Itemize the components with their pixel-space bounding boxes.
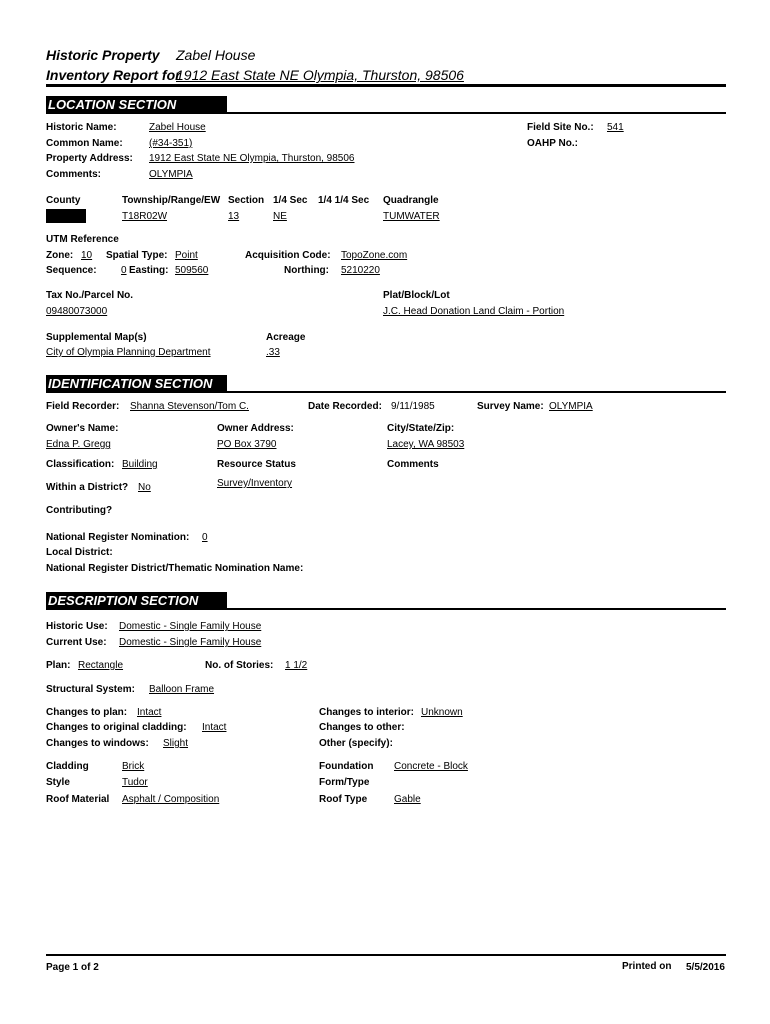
- county-redaction: [46, 209, 86, 223]
- style-value: Tudor: [122, 777, 148, 788]
- structural-system-value: Balloon Frame: [149, 684, 215, 695]
- description-section-title: DESCRIPTION SECTION: [46, 592, 227, 610]
- tax-parcel-label: Tax No./Parcel No.: [46, 290, 134, 301]
- field-site-value: 541: [607, 122, 624, 133]
- field-recorder-label: Field Recorder:: [46, 401, 120, 412]
- oahp-label: OAHP No.:: [527, 138, 578, 149]
- qqsec-label: 1/4 1/4 Sec: [318, 195, 370, 206]
- description-rule: [46, 608, 726, 610]
- acquisition-label: Acquisition Code:: [245, 250, 331, 261]
- comments-label: Comments:: [46, 169, 102, 180]
- changes-plan-value: Intact: [137, 707, 162, 718]
- historic-use-label: Historic Use:: [46, 621, 108, 632]
- county-label: County: [46, 195, 81, 206]
- other-specify-label: Other (specify):: [319, 738, 393, 749]
- quadrangle-value: TUMWATER: [383, 211, 440, 222]
- plat-value: J.C. Head Donation Land Claim - Portion: [383, 306, 565, 317]
- location-rule: [46, 112, 726, 114]
- plan-value: Rectangle: [78, 660, 124, 671]
- identification-section-title: IDENTIFICATION SECTION: [46, 375, 227, 393]
- plan-label: Plan:: [46, 660, 71, 671]
- tax-parcel-value: 09480073000: [46, 306, 108, 317]
- field-recorder-value: Shanna Stevenson/Tom C.: [130, 401, 249, 412]
- zone-value: 10: [81, 250, 93, 261]
- comments-value: OLYMPIA: [149, 169, 193, 180]
- easting-value: 509560: [175, 265, 209, 276]
- owner-name-label: Owner's Name:: [46, 423, 119, 434]
- stories-label: No. of Stories:: [205, 660, 274, 671]
- sequence-value: 0: [121, 265, 127, 276]
- plat-label: Plat/Block/Lot: [383, 290, 450, 301]
- cladding-value: Brick: [122, 761, 145, 772]
- nr-district-label: National Register District/Thematic Nomination Name:: [46, 563, 304, 574]
- report-value: 1912 East State NE Olympia, Thurston, 98506: [176, 67, 464, 83]
- northing-label: Northing:: [284, 265, 329, 276]
- comments-label-id: Comments: [387, 459, 439, 470]
- roof-type-value: Gable: [394, 794, 421, 805]
- foundation-value: Concrete - Block: [394, 761, 468, 772]
- city-state-zip-value: Lacey, WA 98503: [387, 439, 465, 450]
- header-rule: [46, 84, 726, 87]
- resource-status-label: Resource Status: [217, 459, 296, 470]
- supplemental-map-value: City of Olympia Planning Department: [46, 347, 211, 358]
- changes-plan-label: Changes to plan:: [46, 707, 128, 718]
- survey-name-value: OLYMPIA: [549, 401, 593, 412]
- within-district-label: Within a District?: [46, 482, 129, 493]
- stories-value: 1 1/2: [285, 660, 308, 671]
- form-type-label: Form/Type: [319, 777, 370, 788]
- changes-windows-value: Slight: [163, 738, 189, 749]
- quadrangle-label: Quadrangle: [383, 195, 439, 206]
- historic-use-value: Domestic - Single Family House: [119, 621, 262, 632]
- current-use-label: Current Use:: [46, 637, 107, 648]
- report-label: Inventory Report for: [46, 67, 181, 83]
- cladding-label: Cladding: [46, 761, 89, 772]
- city-state-zip-label: City/State/Zip:: [387, 423, 455, 434]
- contributing-label: Contributing?: [46, 505, 113, 516]
- printed-on-date: 5/5/2016: [686, 962, 725, 973]
- acreage-label: Acreage: [266, 332, 306, 343]
- roof-material-label: Roof Material: [46, 794, 110, 805]
- historic-name-label: Historic Name:: [46, 122, 117, 133]
- section-label: Section: [228, 195, 265, 206]
- common-name-label: Common Name:: [46, 138, 123, 149]
- survey-name-label: Survey Name:: [477, 401, 544, 412]
- changes-interior-label: Changes to interior:: [319, 707, 415, 718]
- spatial-type-label: Spatial Type:: [106, 250, 168, 261]
- within-district-value: No: [138, 482, 151, 493]
- changes-cladding-label: Changes to original cladding:: [46, 722, 187, 733]
- trs-label: Township/Range/EW: [122, 195, 221, 206]
- style-label: Style: [46, 777, 70, 788]
- identification-rule: [46, 391, 726, 393]
- owner-address-value: PO Box 3790: [217, 439, 277, 450]
- footer-rule: [46, 954, 726, 956]
- classification-value: Building: [122, 459, 158, 470]
- changes-interior-value: Unknown: [421, 707, 463, 718]
- national-register-label: National Register Nomination:: [46, 532, 190, 543]
- current-use-value: Domestic - Single Family House: [119, 637, 262, 648]
- historic-name-value: Zabel House: [149, 122, 206, 133]
- roof-type-label: Roof Type: [319, 794, 368, 805]
- owner-address-label: Owner Address:: [217, 423, 294, 434]
- date-recorded-value: 9/11/1985: [391, 401, 435, 412]
- acquisition-value: TopoZone.com: [341, 250, 408, 261]
- supplemental-map-label: Supplemental Map(s): [46, 332, 147, 343]
- northing-value: 5210220: [341, 265, 380, 276]
- utm-label: UTM Reference: [46, 234, 119, 245]
- qsec-value: NE: [273, 211, 287, 222]
- sequence-label: Sequence:: [46, 265, 97, 276]
- changes-other-label: Changes to other:: [319, 722, 405, 733]
- easting-label: Easting:: [129, 265, 169, 276]
- trs-value: T18R02W: [122, 211, 168, 222]
- title-label: Historic Property: [46, 47, 160, 63]
- section-value: 13: [228, 211, 240, 222]
- common-name-value: (#34-351): [149, 138, 193, 149]
- page-number: Page 1 of 2: [46, 962, 99, 973]
- spatial-type-value: Point: [175, 250, 198, 261]
- title-value: Zabel House: [176, 47, 256, 63]
- property-address-label: Property Address:: [46, 153, 133, 164]
- zone-label: Zone:: [46, 250, 74, 261]
- location-section-title: LOCATION SECTION: [46, 96, 227, 114]
- local-district-label: Local District:: [46, 547, 113, 558]
- owner-name-value: Edna P. Gregg: [46, 439, 111, 450]
- printed-on-label: Printed on: [622, 961, 672, 972]
- classification-label: Classification:: [46, 459, 115, 470]
- roof-material-value: Asphalt / Composition: [122, 794, 220, 805]
- national-register-value: 0: [202, 532, 208, 543]
- structural-system-label: Structural System:: [46, 684, 135, 695]
- resource-status-value: Survey/Inventory: [217, 478, 293, 489]
- property-address-value: 1912 East State NE Olympia, Thurston, 98506: [149, 153, 355, 164]
- foundation-label: Foundation: [319, 761, 374, 772]
- date-recorded-label: Date Recorded:: [308, 401, 382, 412]
- changes-windows-label: Changes to windows:: [46, 738, 149, 749]
- field-site-label: Field Site No.:: [527, 122, 594, 133]
- acreage-value: .33: [266, 347, 280, 358]
- changes-cladding-value: Intact: [202, 722, 227, 733]
- qsec-label: 1/4 Sec: [273, 195, 308, 206]
